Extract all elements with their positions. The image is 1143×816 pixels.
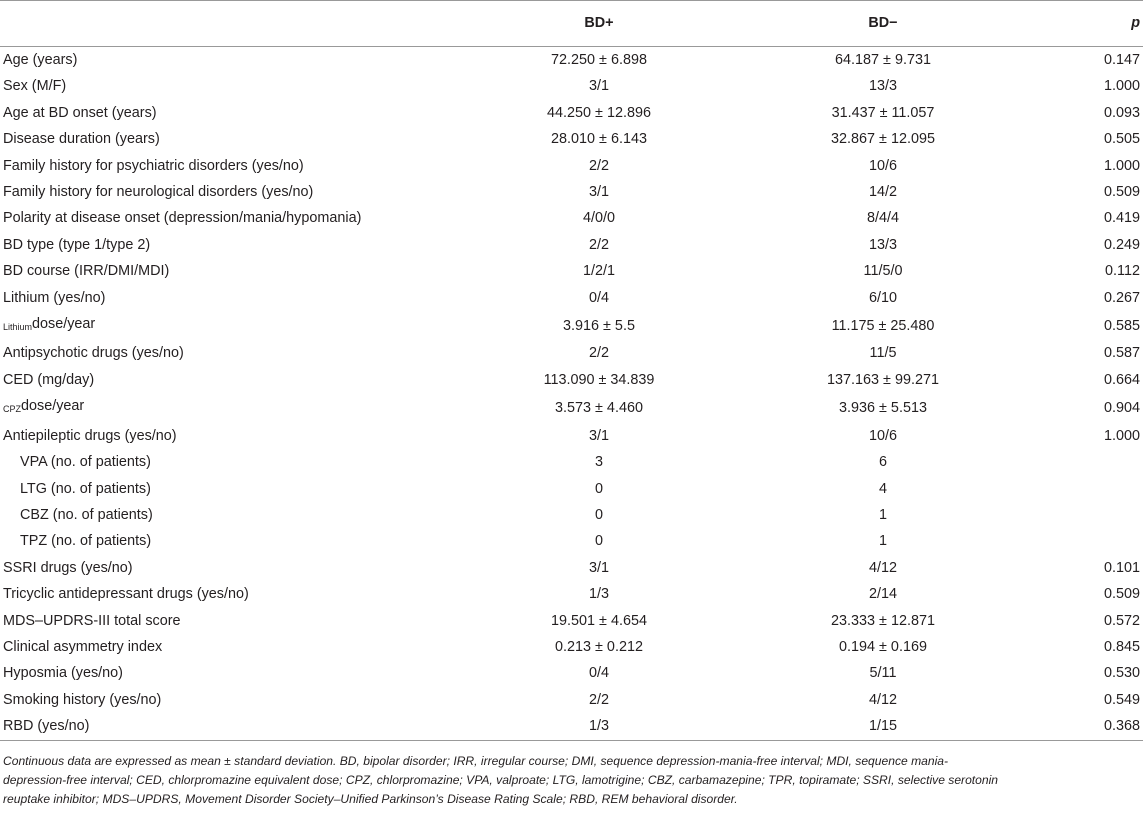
table-footnote: [3, 752, 1141, 810]
cell-p-value: 0.419: [1103, 210, 1140, 227]
cell-bd-negative: 1: [878, 506, 887, 523]
table-row: [0, 73, 1143, 99]
cell-bd-negative: 137.163 ± 99.271: [827, 371, 939, 388]
cell-bd-positive: 0: [594, 480, 603, 497]
row-label-text: SSRI drugs (yes/no): [3, 559, 133, 576]
header-p-value: p: [1131, 15, 1140, 31]
table-row: [0, 205, 1143, 231]
header-bd-positive: BD+: [584, 15, 614, 31]
row-label: [0, 660, 395, 686]
cell-bd-positive: 3.916 ± 5.5: [563, 317, 635, 334]
row-label-text: RBD (yes/no): [3, 718, 90, 735]
row-label: [0, 285, 395, 311]
table-row: [0, 608, 1143, 634]
cell-p-value: 0.587: [1103, 345, 1140, 362]
row-label: [0, 258, 395, 284]
cell-p-value: 0.509: [1103, 586, 1140, 603]
table-row: [0, 285, 1143, 311]
cell-bd-negative: 0.194 ± 0.169: [839, 638, 927, 655]
cell-p-value: 0.505: [1103, 131, 1140, 148]
cell-bd-positive: 0.213 ± 0.212: [555, 638, 643, 655]
table-row: [0, 476, 1143, 502]
cell-bd-positive: 1/2/1: [582, 263, 615, 280]
cell-bd-negative: 10/6: [868, 427, 897, 444]
cell-bd-positive: 1/3: [588, 586, 609, 603]
cell-bd-positive: 3/1: [588, 427, 609, 444]
row-label-text: Tricyclic antidepressant drugs (yes/no): [3, 586, 249, 603]
cell-p-value: 1.000: [1103, 78, 1140, 95]
table-row: [0, 393, 1143, 422]
cell-bd-positive: 0/4: [588, 289, 609, 306]
cell-bd-negative: 11/5: [869, 345, 897, 362]
table-row: [0, 311, 1143, 340]
table-row: [0, 687, 1143, 713]
row-label: [0, 311, 395, 340]
cell-p-value: 0.101: [1103, 559, 1140, 576]
row-label: [0, 205, 395, 231]
row-label-text: Family history for neurological disorders (yes/no): [3, 184, 314, 201]
row-label: [0, 528, 395, 554]
cell-bd-positive: 72.250 ± 6.898: [551, 52, 647, 68]
cell-bd-negative: 4: [878, 480, 887, 497]
row-label: [0, 423, 395, 449]
cell-bd-negative: 6: [878, 454, 887, 471]
table-row: [0, 713, 1143, 740]
table-row: [0, 449, 1143, 475]
table-body: [0, 47, 1143, 741]
row-label-text: BD type (type 1/type 2): [3, 236, 151, 253]
cell-bd-positive: 3: [594, 454, 603, 471]
cell-bd-positive: 2/2: [588, 157, 609, 174]
cell-bd-negative: 14/2: [868, 184, 897, 201]
cell-p-value: [963, 476, 1143, 502]
cell-bd-negative: 1: [878, 533, 887, 550]
cell-p-value: 0.249: [1103, 236, 1140, 253]
cell-p-value: 0.585: [1103, 317, 1140, 334]
row-label-subscript: CPZ: [3, 404, 21, 415]
row-label: [0, 100, 395, 126]
row-label: [0, 449, 395, 475]
header-label: [0, 1, 395, 47]
table-row: [0, 423, 1143, 449]
row-label-text: CED (mg/day): [3, 371, 95, 388]
cell-bd-positive: 0: [594, 533, 603, 550]
row-label-text: LTG (no. of patients): [20, 480, 151, 497]
row-label-text: Smoking history (yes/no): [3, 691, 162, 708]
cell-bd-positive: 3/1: [588, 559, 609, 576]
row-label-text: dose/year: [32, 316, 96, 333]
cell-bd-positive: 28.010 ± 6.143: [551, 131, 647, 148]
table-header-row: [0, 1, 1143, 47]
cell-bd-negative: 4/12: [868, 559, 897, 576]
table-row: [0, 528, 1143, 554]
row-label: [0, 73, 395, 99]
row-label: [0, 502, 395, 528]
row-label: [0, 713, 395, 740]
cell-bd-negative: 13/3: [868, 236, 897, 253]
header-bd-negative: BD−: [868, 15, 898, 31]
cell-bd-negative: 5/11: [869, 665, 897, 682]
cell-bd-positive: 2/2: [588, 345, 609, 362]
cell-bd-negative: 6/10: [868, 289, 897, 306]
row-label: [0, 687, 395, 713]
footnote-line: Continuous data are expressed as mean ± standard deviation. BD, bipolar disorder; IRR, irregular course; DMI, sequence depression-mania-free interval; MDI, sequence mania-: [3, 754, 949, 768]
cell-p-value: 0.572: [1103, 612, 1140, 629]
cell-bd-negative: 32.867 ± 12.095: [831, 131, 935, 148]
cell-bd-positive: 2/2: [588, 236, 609, 253]
row-label-text: Antipsychotic drugs (yes/no): [3, 345, 184, 362]
cell-bd-negative: 23.333 ± 12.871: [831, 612, 935, 629]
row-label-subscript: Lithium: [3, 322, 33, 333]
row-label-text: CBZ (no. of patients): [20, 506, 153, 523]
table-row: [0, 258, 1143, 284]
cell-bd-negative: 4/12: [868, 691, 897, 708]
cell-bd-negative: 10/6: [868, 157, 897, 174]
table-row: [0, 179, 1143, 205]
table-row: [0, 660, 1143, 686]
row-label: [0, 232, 395, 258]
cell-p-value: 1.000: [1103, 427, 1140, 444]
table-row: [0, 47, 1143, 74]
cell-bd-negative: 8/4/4: [866, 210, 899, 227]
cell-p-value: 0.549: [1103, 691, 1140, 708]
cell-bd-positive: 44.250 ± 12.896: [547, 104, 651, 121]
row-label-text: BD course (IRR/DMI/MDI): [3, 263, 170, 280]
cell-p-value: 0.147: [1103, 52, 1140, 68]
cell-bd-positive: 3/1: [588, 78, 609, 95]
cell-p-value: 0.112: [1105, 263, 1140, 280]
row-label: [0, 340, 395, 366]
table-row: [0, 153, 1143, 179]
row-label-text: dose/year: [21, 398, 85, 415]
row-label-text: Hyposmia (yes/no): [3, 665, 123, 682]
table-row: [0, 634, 1143, 660]
cell-bd-negative: 13/3: [868, 78, 897, 95]
cell-bd-positive: 19.501 ± 4.654: [551, 612, 647, 629]
row-label-text: MDS–UPDRS-III total score: [3, 612, 181, 629]
table-row: [0, 502, 1143, 528]
table-row: [0, 126, 1143, 152]
table-row: [0, 367, 1143, 393]
row-label: [0, 581, 395, 607]
row-label: [0, 634, 395, 660]
row-label-text: Sex (M/F): [3, 78, 67, 95]
row-label: [0, 608, 395, 634]
row-label: [0, 393, 395, 422]
cell-p-value: 1.000: [1103, 157, 1140, 174]
cell-bd-negative: 2/14: [868, 586, 897, 603]
row-label: [0, 555, 395, 581]
cell-bd-positive: 1/3: [588, 718, 609, 735]
cell-p-value: [963, 449, 1143, 475]
table-row: [0, 555, 1143, 581]
cell-bd-negative: 64.187 ± 9.731: [835, 52, 931, 68]
table-row: [0, 100, 1143, 126]
cell-bd-positive: 113.090 ± 34.839: [543, 371, 655, 388]
row-label: [0, 126, 395, 152]
row-label: [0, 476, 395, 502]
row-label: [0, 47, 395, 74]
cell-bd-negative: 3.936 ± 5.513: [839, 399, 927, 416]
cell-p-value: [963, 502, 1143, 528]
row-label-text: TPZ (no. of patients): [20, 533, 152, 550]
row-label: [0, 179, 395, 205]
cell-p-value: [963, 528, 1143, 554]
cell-p-value: 0.368: [1103, 718, 1140, 735]
row-label: [0, 367, 395, 393]
table-row: [0, 581, 1143, 607]
cell-bd-positive: 0: [594, 506, 603, 523]
cell-p-value: 0.530: [1103, 665, 1140, 682]
cell-bd-negative: 11/5/0: [863, 263, 903, 280]
cell-bd-positive: 2/2: [588, 691, 609, 708]
row-label: [0, 153, 395, 179]
table-row: [0, 232, 1143, 258]
cell-bd-positive: 0/4: [588, 665, 609, 682]
row-label-text: VPA (no. of patients): [20, 454, 151, 471]
cell-bd-positive: 3/1: [588, 184, 609, 201]
row-label-text: Clinical asymmetry index: [3, 638, 163, 655]
row-label-text: Age at BD onset (years): [3, 104, 157, 121]
cell-bd-positive: 3.573 ± 4.460: [555, 399, 643, 416]
table-row: [0, 340, 1143, 366]
cell-p-value: 0.845: [1103, 638, 1140, 655]
row-label-text: Lithium (yes/no): [3, 289, 106, 306]
cell-bd-positive: 4/0/0: [582, 210, 615, 227]
cell-p-value: 0.664: [1103, 371, 1140, 388]
cell-bd-negative: 1/15: [868, 718, 897, 735]
row-label-text: Family history for psychiatric disorders (yes/no): [3, 157, 304, 174]
cell-p-value: 0.093: [1103, 104, 1140, 121]
footnote-line: reuptake inhibitor; MDS–UPDRS, Movement Disorder Society–Unified Parkinson’s Disease Rating Scale; RBD, REM behavioral disorder.: [3, 792, 738, 807]
cell-bd-negative: 11.175 ± 25.480: [831, 317, 935, 334]
cell-p-value: 0.509: [1103, 184, 1140, 201]
footnote-line: depression-free interval; CED, chlorpromazine equivalent dose; CPZ, chlorpromazine; VPA, valproate; LTG, lamotrigine; CBZ, carbamazepine; TPR, topiramate; SSRI, selective serotonin: [3, 773, 999, 788]
row-label-text: Age (years): [3, 52, 78, 68]
row-label-text: Disease duration (years): [3, 131, 160, 148]
cell-bd-negative: 31.437 ± 11.057: [831, 104, 935, 121]
cell-p-value: 0.267: [1103, 289, 1140, 306]
row-label-text: Antiepileptic drugs (yes/no): [3, 427, 177, 444]
cell-p-value: 0.904: [1103, 399, 1140, 416]
row-label-text: Polarity at disease onset (depression/mania/hypomania): [3, 210, 362, 227]
